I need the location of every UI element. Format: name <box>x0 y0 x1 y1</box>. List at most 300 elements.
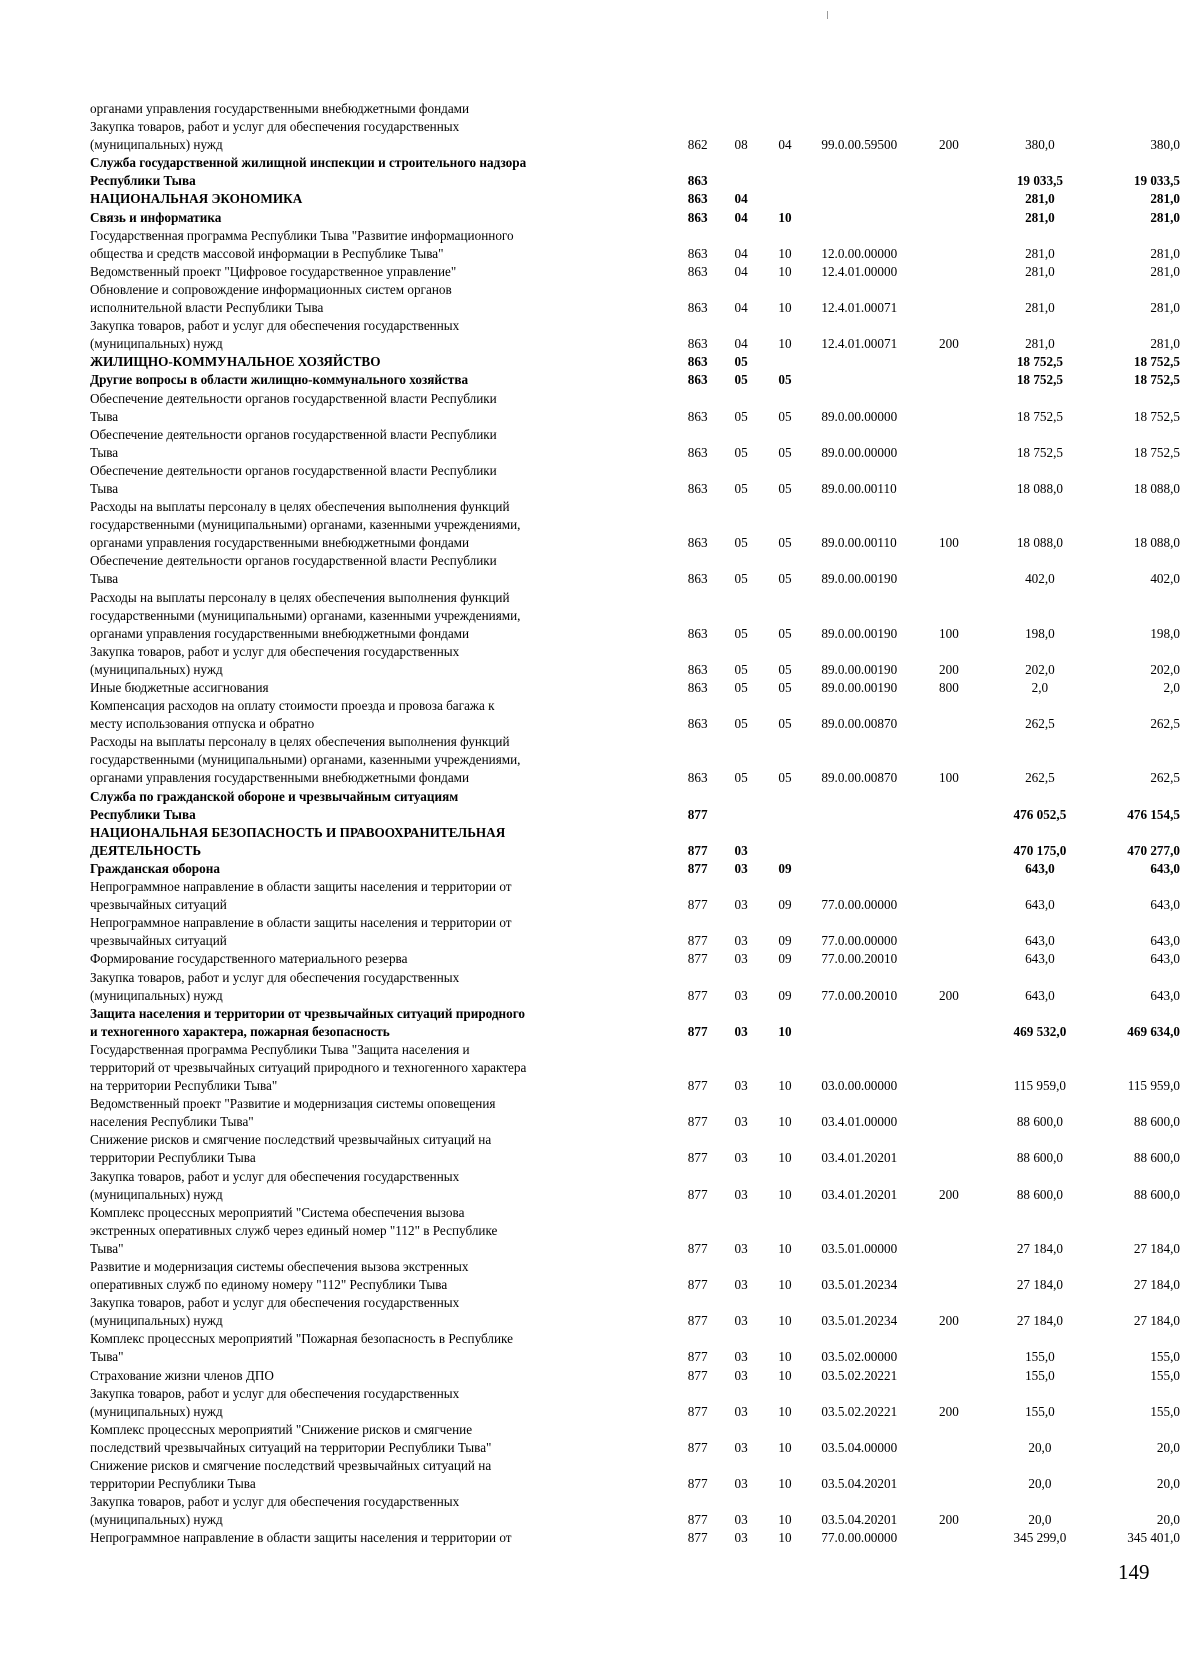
row-podrazdel: 05 <box>778 408 792 424</box>
row-sum-1: 88 600,0 <box>1016 1186 1063 1202</box>
table-row <box>90 498 1180 552</box>
row-target-article: 12.4.01.00000 <box>821 263 898 279</box>
row-name: Непрограммное направление в области защиты населения и территории от <box>90 1530 512 1546</box>
row-razdel: 05 <box>734 571 748 587</box>
row-sum-2: 402,0 <box>1150 571 1180 587</box>
row-razdel: 04 <box>734 336 748 352</box>
table-row <box>90 1367 1180 1385</box>
row-name: Расходы на выплаты персоналу в целях обеспечения выполнения функций государственными (муниципальными) органами, казенными учреждениями, органами управления государственными внебюджетными фондами <box>90 734 521 786</box>
row-razdel: 05 <box>734 480 748 496</box>
row-sum-2: 88 600,0 <box>1133 1114 1180 1130</box>
row-sum-2: 281,0 <box>1150 191 1180 207</box>
row-razdel: 04 <box>734 263 748 279</box>
row-sum-1: 281,0 <box>1025 191 1055 207</box>
row-sum-2: 18 752,5 <box>1133 354 1180 370</box>
row-name: органами управления государственными внебюджетными фондами Закупка товаров, работ и услуг для обеспечения государственных (муниципальных) нужд <box>90 101 470 153</box>
row-target-article: 77.0.00.00000 <box>821 933 898 949</box>
row-podrazdel: 09 <box>778 987 792 1003</box>
row-podrazdel: 05 <box>778 770 792 786</box>
table-row <box>90 1421 1180 1457</box>
row-expense-type: 200 <box>939 1186 959 1202</box>
row-podrazdel: 10 <box>778 1313 792 1329</box>
row-grbs: 862 <box>687 137 708 153</box>
row-grbs: 863 <box>687 209 708 225</box>
row-name: Защита населения и территории от чрезвычайных ситуаций природного и техногенного характера, пожарная безопасность <box>90 1005 525 1039</box>
row-razdel: 03 <box>734 1078 748 1094</box>
table-row <box>90 462 1180 498</box>
row-sum-1: 262,5 <box>1025 770 1055 786</box>
row-name: Закупка товаров, работ и услуг для обеспечения государственных (муниципальных) нужд <box>90 643 460 677</box>
table-row <box>90 353 1180 371</box>
table-row <box>90 914 1180 950</box>
row-sum-1: 643,0 <box>1025 987 1055 1003</box>
row-sum-2: 18 088,0 <box>1133 480 1180 496</box>
row-razdel: 03 <box>734 1439 748 1455</box>
row-grbs: 863 <box>687 661 708 677</box>
row-razdel: 05 <box>734 770 748 786</box>
row-target-article: 03.0.00.00000 <box>821 1078 898 1094</box>
row-podrazdel: 10 <box>778 1277 792 1293</box>
row-name: Иные бюджетные ассигнования <box>90 680 269 695</box>
row-sum-2: 262,5 <box>1150 770 1180 786</box>
row-target-article: 03.5.04.20201 <box>821 1476 898 1492</box>
row-name: Ведомственный проект "Развитие и модернизация системы оповещения населения Республики Тыва" <box>90 1096 496 1130</box>
row-razdel: 03 <box>734 933 748 949</box>
row-podrazdel: 10 <box>778 1150 792 1166</box>
row-sum-2: 20,0 <box>1156 1476 1180 1492</box>
row-razdel: 03 <box>734 1313 748 1329</box>
row-sum-1: 20,0 <box>1028 1439 1052 1455</box>
row-target-article: 03.5.02.20221 <box>821 1367 898 1383</box>
row-expense-type: 200 <box>939 336 959 352</box>
row-sum-1: 643,0 <box>1025 951 1055 967</box>
row-podrazdel: 10 <box>778 1078 792 1094</box>
row-razdel: 03 <box>734 1114 748 1130</box>
row-podrazdel: 10 <box>778 1403 792 1419</box>
row-razdel: 08 <box>734 137 748 153</box>
row-sum-1: 281,0 <box>1025 300 1055 316</box>
row-sum-1: 20,0 <box>1028 1512 1052 1528</box>
row-podrazdel: 10 <box>778 1512 792 1528</box>
row-sum-1: 20,0 <box>1028 1476 1052 1492</box>
table-row <box>90 552 1180 588</box>
row-grbs: 877 <box>687 1186 708 1202</box>
row-grbs: 863 <box>687 444 708 460</box>
row-target-article: 89.0.00.00110 <box>821 535 897 551</box>
row-name: Расходы на выплаты персоналу в целях обеспечения выполнения функций государственными (муниципальными) органами, казенными учреждениями, органами управления государственными внебюджетными фондами <box>90 589 521 641</box>
table-row <box>90 190 1180 208</box>
row-podrazdel: 10 <box>778 1439 792 1455</box>
row-expense-type: 100 <box>939 535 959 551</box>
row-name: Другие вопросы в области жилищно-коммунального хозяйства <box>90 372 469 388</box>
row-sum-1: 198,0 <box>1025 625 1055 641</box>
row-name: Государственная программа Республики Тыва "Развитие информационного общества и средств массовой информации в Республике Тыва" <box>90 227 514 261</box>
row-sum-1: 281,0 <box>1025 263 1055 279</box>
row-expense-type: 200 <box>939 1403 959 1419</box>
row-podrazdel: 10 <box>778 263 792 279</box>
row-sum-1: 281,0 <box>1025 336 1055 352</box>
row-target-article: 12.0.00.00000 <box>821 245 898 261</box>
row-name: Закупка товаров, работ и услуг для обеспечения государственных (муниципальных) нужд <box>90 1295 460 1329</box>
row-sum-2: 155,0 <box>1150 1367 1180 1383</box>
row-razdel: 03 <box>734 860 748 876</box>
row-target-article: 89.0.00.00190 <box>821 571 898 587</box>
row-expense-type: 100 <box>939 770 959 786</box>
row-sum-1: 643,0 <box>1025 860 1055 876</box>
row-razdel: 03 <box>734 1512 748 1528</box>
row-sum-2: 345 401,0 <box>1127 1530 1180 1546</box>
row-razdel: 03 <box>734 897 748 913</box>
row-grbs: 877 <box>687 897 708 913</box>
row-sum-1: 345 299,0 <box>1013 1530 1067 1546</box>
row-target-article: 89.0.00.00000 <box>821 444 898 460</box>
row-grbs: 863 <box>687 408 708 424</box>
row-razdel: 05 <box>734 372 748 388</box>
row-sum-1: 281,0 <box>1025 245 1055 261</box>
row-name: Закупка товаров, работ и услуг для обеспечения государственных (муниципальных) нужд <box>90 1168 460 1202</box>
row-sum-2: 469 634,0 <box>1127 1023 1180 1039</box>
row-name: Обеспечение деятельности органов государственной власти Республики Тыва <box>90 553 497 587</box>
row-razdel: 05 <box>734 408 748 424</box>
table-row <box>90 697 1180 733</box>
row-sum-2: 643,0 <box>1150 933 1180 949</box>
row-grbs: 877 <box>687 806 708 822</box>
table-row <box>90 950 1180 968</box>
row-target-article: 89.0.00.00110 <box>821 480 897 496</box>
row-grbs: 863 <box>687 173 708 189</box>
table-row <box>90 1330 1180 1366</box>
row-sum-2: 155,0 <box>1150 1403 1180 1419</box>
row-expense-type: 100 <box>939 625 959 641</box>
row-grbs: 877 <box>687 1023 708 1039</box>
row-sum-2: 18 088,0 <box>1133 535 1180 551</box>
row-sum-1: 18 752,5 <box>1016 444 1063 460</box>
row-sum-2: 27 184,0 <box>1133 1313 1180 1329</box>
row-grbs: 863 <box>687 480 708 496</box>
row-podrazdel: 10 <box>778 245 792 261</box>
row-grbs: 877 <box>687 1530 708 1546</box>
row-razdel: 03 <box>734 1530 748 1546</box>
row-target-article: 89.0.00.00870 <box>821 770 898 786</box>
table-row <box>90 1457 1180 1493</box>
row-razdel: 03 <box>734 1186 748 1202</box>
row-name: Комплекс процессных мероприятий "Пожарная безопасность в Республике Тыва" <box>90 1331 513 1365</box>
row-name: Служба по гражданской обороне и чрезвычайным ситуациям Республики Тыва <box>90 788 459 822</box>
row-grbs: 877 <box>687 1150 708 1166</box>
row-sum-1: 18 752,5 <box>1016 408 1063 424</box>
row-razdel: 04 <box>734 300 748 316</box>
row-sum-1: 469 532,0 <box>1013 1023 1067 1039</box>
row-grbs: 877 <box>687 1277 708 1293</box>
row-target-article: 89.0.00.00190 <box>821 661 898 677</box>
row-expense-type: 200 <box>939 137 959 153</box>
row-razdel: 03 <box>734 1023 748 1039</box>
row-sum-2: 643,0 <box>1150 897 1180 913</box>
row-podrazdel: 10 <box>778 300 792 316</box>
row-grbs: 877 <box>687 1439 708 1455</box>
row-grbs: 863 <box>687 372 708 388</box>
row-name: Обновление и сопровождение информационных систем органов исполнительной власти Республики Тыва <box>90 281 452 316</box>
row-podrazdel: 05 <box>778 372 792 388</box>
table-row <box>90 100 1180 154</box>
row-name: Гражданская оборона <box>90 860 220 876</box>
table-row <box>90 263 1180 281</box>
row-name: Снижение рисков и смягчение последствий чрезвычайных ситуаций на территории Республики Тыва <box>90 1132 492 1166</box>
row-razdel: 03 <box>734 1476 748 1492</box>
row-sum-2: 643,0 <box>1150 951 1180 967</box>
row-name: Закупка товаров, работ и услуг для обеспечения государственных (муниципальных) нужд <box>90 1385 460 1419</box>
row-sum-2: 476 154,5 <box>1127 806 1180 822</box>
row-sum-1: 643,0 <box>1025 897 1055 913</box>
page-number: 149 <box>1118 1560 1150 1584</box>
row-podrazdel: 05 <box>778 661 792 677</box>
row-expense-type: 200 <box>939 1512 959 1528</box>
table-row <box>90 1168 1180 1204</box>
row-razdel: 05 <box>734 716 748 732</box>
row-razdel: 03 <box>734 1277 748 1293</box>
row-razdel: 03 <box>734 1367 748 1383</box>
row-sum-1: 281,0 <box>1025 209 1055 225</box>
table-row <box>90 860 1180 878</box>
row-expense-type: 200 <box>939 987 959 1003</box>
row-name: Государственная программа Республики Тыва "Защита населения и территорий от чрезвычайных ситуаций природного и техногенного характера на территории Республики Тыва" <box>90 1041 527 1094</box>
row-name: НАЦИОНАЛЬНАЯ ЭКОНОМИКА <box>90 191 303 207</box>
table-row <box>90 679 1180 697</box>
row-razdel: 05 <box>734 661 748 677</box>
row-expense-type: 200 <box>939 661 959 677</box>
row-name: Служба государственной жилищной инспекции и строительного надзора Республики Тыва <box>90 155 527 189</box>
row-sum-2: 643,0 <box>1150 987 1180 1003</box>
row-razdel: 04 <box>734 209 748 225</box>
row-grbs: 863 <box>687 535 708 551</box>
row-grbs: 877 <box>687 933 708 949</box>
table-row <box>90 209 1180 227</box>
row-sum-2: 19 033,5 <box>1133 173 1180 189</box>
row-grbs: 863 <box>687 263 708 279</box>
row-sum-1: 643,0 <box>1025 933 1055 949</box>
row-target-article: 12.4.01.00071 <box>821 336 898 352</box>
row-target-article: 03.5.04.00000 <box>821 1439 898 1455</box>
row-grbs: 863 <box>687 571 708 587</box>
row-target-article: 12.4.01.00071 <box>821 300 898 316</box>
row-grbs: 863 <box>687 245 708 261</box>
row-sum-2: 20,0 <box>1156 1439 1180 1455</box>
row-grbs: 863 <box>687 770 708 786</box>
row-podrazdel: 09 <box>778 860 792 876</box>
row-target-article: 03.5.01.00000 <box>821 1240 898 1256</box>
table-row <box>90 1095 1180 1131</box>
row-name: Страхование жизни членов ДПО <box>90 1367 274 1383</box>
table-row <box>90 788 1180 824</box>
row-sum-1: 27 184,0 <box>1016 1240 1063 1256</box>
table-row <box>90 1385 1180 1421</box>
table-row <box>90 1258 1180 1294</box>
row-grbs: 877 <box>687 951 708 967</box>
row-grbs: 863 <box>687 354 708 370</box>
row-grbs: 877 <box>687 1349 708 1365</box>
row-sum-1: 470 175,0 <box>1013 842 1067 858</box>
row-grbs: 877 <box>687 1367 708 1383</box>
row-target-article: 03.5.02.20221 <box>821 1403 898 1419</box>
row-sum-1: 27 184,0 <box>1016 1277 1063 1293</box>
row-sum-2: 115 959,0 <box>1127 1078 1180 1094</box>
row-name: Обеспечение деятельности органов государственной власти Республики Тыва <box>90 462 497 496</box>
row-podrazdel: 05 <box>778 716 792 732</box>
row-name: Комплекс процессных мероприятий "Снижение рисков и смягчение последствий чрезвычайных ситуаций на территории Республики Тыва" <box>90 1421 492 1455</box>
table-row <box>90 878 1180 914</box>
row-podrazdel: 10 <box>778 1349 792 1365</box>
row-name: НАЦИОНАЛЬНАЯ БЕЗОПАСНОСТЬ И ПРАВООХРАНИТЕЛЬНАЯ ДЕЯТЕЛЬНОСТЬ <box>90 824 506 858</box>
row-grbs: 877 <box>687 1476 708 1492</box>
row-target-article: 03.5.04.20201 <box>821 1512 898 1528</box>
row-sum-2: 27 184,0 <box>1133 1277 1180 1293</box>
row-sum-2: 281,0 <box>1150 300 1180 316</box>
row-razdel: 03 <box>734 1349 748 1365</box>
budget-table <box>90 100 1180 1548</box>
row-razdel: 04 <box>734 191 748 207</box>
row-sum-2: 20,0 <box>1156 1512 1180 1528</box>
row-razdel: 05 <box>734 680 748 695</box>
row-name: Закупка товаров, работ и услуг для обеспечения государственных (муниципальных) нужд <box>90 1494 460 1528</box>
row-target-article: 03.4.01.20201 <box>821 1186 898 1202</box>
row-sum-1: 115 959,0 <box>1013 1078 1067 1094</box>
row-name: Комплекс процессных мероприятий "Система обеспечения вызова экстренных оперативных служб через единый номер "112" в Республике Тыва" <box>90 1204 498 1256</box>
row-sum-1: 402,0 <box>1025 571 1055 587</box>
table-row <box>90 1493 1180 1529</box>
row-name: Расходы на выплаты персоналу в целях обеспечения выполнения функций государственными (муниципальными) органами, казенными учреждениями, органами управления государственными внебюджетными фондами <box>90 499 521 551</box>
row-podrazdel: 09 <box>778 897 792 913</box>
row-sum-1: 18 088,0 <box>1016 535 1063 551</box>
row-sum-1: 88 600,0 <box>1016 1150 1063 1166</box>
row-podrazdel: 10 <box>778 1186 792 1202</box>
row-sum-2: 470 277,0 <box>1127 842 1180 858</box>
row-podrazdel: 04 <box>778 137 792 153</box>
row-sum-2: 18 752,5 <box>1133 372 1180 388</box>
row-sum-2: 281,0 <box>1150 209 1180 225</box>
row-sum-2: 281,0 <box>1150 263 1180 279</box>
row-sum-2: 18 752,5 <box>1133 444 1180 460</box>
row-target-article: 89.0.00.00190 <box>821 625 898 641</box>
row-sum-2: 202,0 <box>1150 661 1180 677</box>
row-grbs: 863 <box>687 716 708 732</box>
row-target-article: 77.0.00.00000 <box>821 1530 898 1546</box>
row-sum-2: 281,0 <box>1150 245 1180 261</box>
row-podrazdel: 10 <box>778 1476 792 1492</box>
row-grbs: 877 <box>687 860 708 876</box>
row-podrazdel: 10 <box>778 1240 792 1256</box>
row-sum-2: 18 752,5 <box>1133 408 1180 424</box>
row-sum-1: 18 752,5 <box>1016 372 1063 388</box>
row-grbs: 863 <box>687 191 708 207</box>
row-grbs: 877 <box>687 987 708 1003</box>
table-row <box>90 969 1180 1005</box>
row-target-article: 03.4.01.00000 <box>821 1114 898 1130</box>
row-target-article: 77.0.00.20010 <box>821 951 898 967</box>
row-target-article: 03.4.01.20201 <box>821 1150 898 1166</box>
row-sum-2: 198,0 <box>1150 625 1180 641</box>
row-sum-1: 155,0 <box>1025 1403 1055 1419</box>
row-razdel: 05 <box>734 535 748 551</box>
row-sum-2: 281,0 <box>1150 336 1180 352</box>
row-sum-2: 88 600,0 <box>1133 1186 1180 1202</box>
row-podrazdel: 10 <box>778 1530 792 1546</box>
row-razdel: 03 <box>734 842 748 858</box>
row-grbs: 877 <box>687 1114 708 1130</box>
row-target-article: 03.5.01.20234 <box>821 1277 898 1293</box>
row-razdel: 03 <box>734 951 748 967</box>
table-row <box>90 1204 1180 1258</box>
row-razdel: 05 <box>734 444 748 460</box>
table-row <box>90 1529 1180 1547</box>
row-target-article: 77.0.00.00000 <box>821 897 898 913</box>
table-row <box>90 154 1180 190</box>
row-sum-1: 155,0 <box>1025 1367 1055 1383</box>
row-grbs: 877 <box>687 1078 708 1094</box>
table-row <box>90 589 1180 643</box>
row-grbs: 863 <box>687 336 708 352</box>
row-podrazdel: 05 <box>778 680 792 695</box>
row-name: Компенсация расходов на оплату стоимости проезда и провоза багажа к месту использования отпуска и обратно <box>90 698 495 732</box>
row-grbs: 863 <box>687 300 708 316</box>
row-target-article: 89.0.00.00870 <box>821 716 898 732</box>
row-name: Закупка товаров, работ и услуг для обеспечения государственных (муниципальных) нужд <box>90 318 460 352</box>
row-sum-1: 18 088,0 <box>1016 480 1063 496</box>
table-row <box>90 281 1180 317</box>
table-row <box>90 371 1180 389</box>
row-grbs: 877 <box>687 1313 708 1329</box>
row-name: Обеспечение деятельности органов государственной власти Республики Тыва <box>90 426 497 460</box>
row-razdel: 03 <box>734 1240 748 1256</box>
row-podrazdel: 10 <box>778 209 792 225</box>
table-row <box>90 1005 1180 1041</box>
row-podrazdel: 05 <box>778 535 792 551</box>
row-grbs: 877 <box>687 1240 708 1256</box>
row-sum-2: 27 184,0 <box>1133 1240 1180 1256</box>
row-name: Ведомственный проект "Цифровое государственное управление" <box>90 263 457 279</box>
row-podrazdel: 05 <box>778 480 792 496</box>
row-grbs: 877 <box>687 842 708 858</box>
row-sum-1: 380,0 <box>1025 137 1055 153</box>
row-target-article: 89.0.00.00190 <box>821 680 898 695</box>
row-name: Непрограммное направление в области защиты населения и территории от чрезвычайных ситуаций <box>90 915 512 949</box>
row-grbs: 877 <box>687 1512 708 1528</box>
row-name: Развитие и модернизация системы обеспечения вызова экстренных оперативных служб по единому номеру "112" Республики Тыва <box>90 1259 469 1293</box>
row-target-article: 03.5.02.00000 <box>821 1349 898 1365</box>
row-sum-1: 202,0 <box>1025 661 1055 677</box>
scan-mark <box>827 11 828 19</box>
row-podrazdel: 10 <box>778 1023 792 1039</box>
row-sum-1: 262,5 <box>1025 716 1055 732</box>
row-name: Формирование государственного материального резерва <box>90 951 408 967</box>
row-target-article: 89.0.00.00000 <box>821 408 898 424</box>
row-sum-2: 88 600,0 <box>1133 1150 1180 1166</box>
row-name: ЖИЛИЩНО-КОММУНАЛЬНОЕ ХОЗЯЙСТВО <box>90 354 381 370</box>
row-razdel: 05 <box>734 354 748 370</box>
row-podrazdel: 09 <box>778 951 792 967</box>
row-sum-2: 643,0 <box>1150 860 1180 876</box>
row-sum-2: 262,5 <box>1150 716 1180 732</box>
table-row <box>90 1041 1180 1095</box>
row-razdel: 03 <box>734 1403 748 1419</box>
row-sum-2: 155,0 <box>1150 1349 1180 1365</box>
table-row <box>90 824 1180 860</box>
row-grbs: 877 <box>687 1403 708 1419</box>
row-razdel: 04 <box>734 245 748 261</box>
table-row <box>90 426 1180 462</box>
row-podrazdel: 05 <box>778 625 792 641</box>
table-row <box>90 643 1180 679</box>
row-sum-1: 18 752,5 <box>1016 354 1063 370</box>
